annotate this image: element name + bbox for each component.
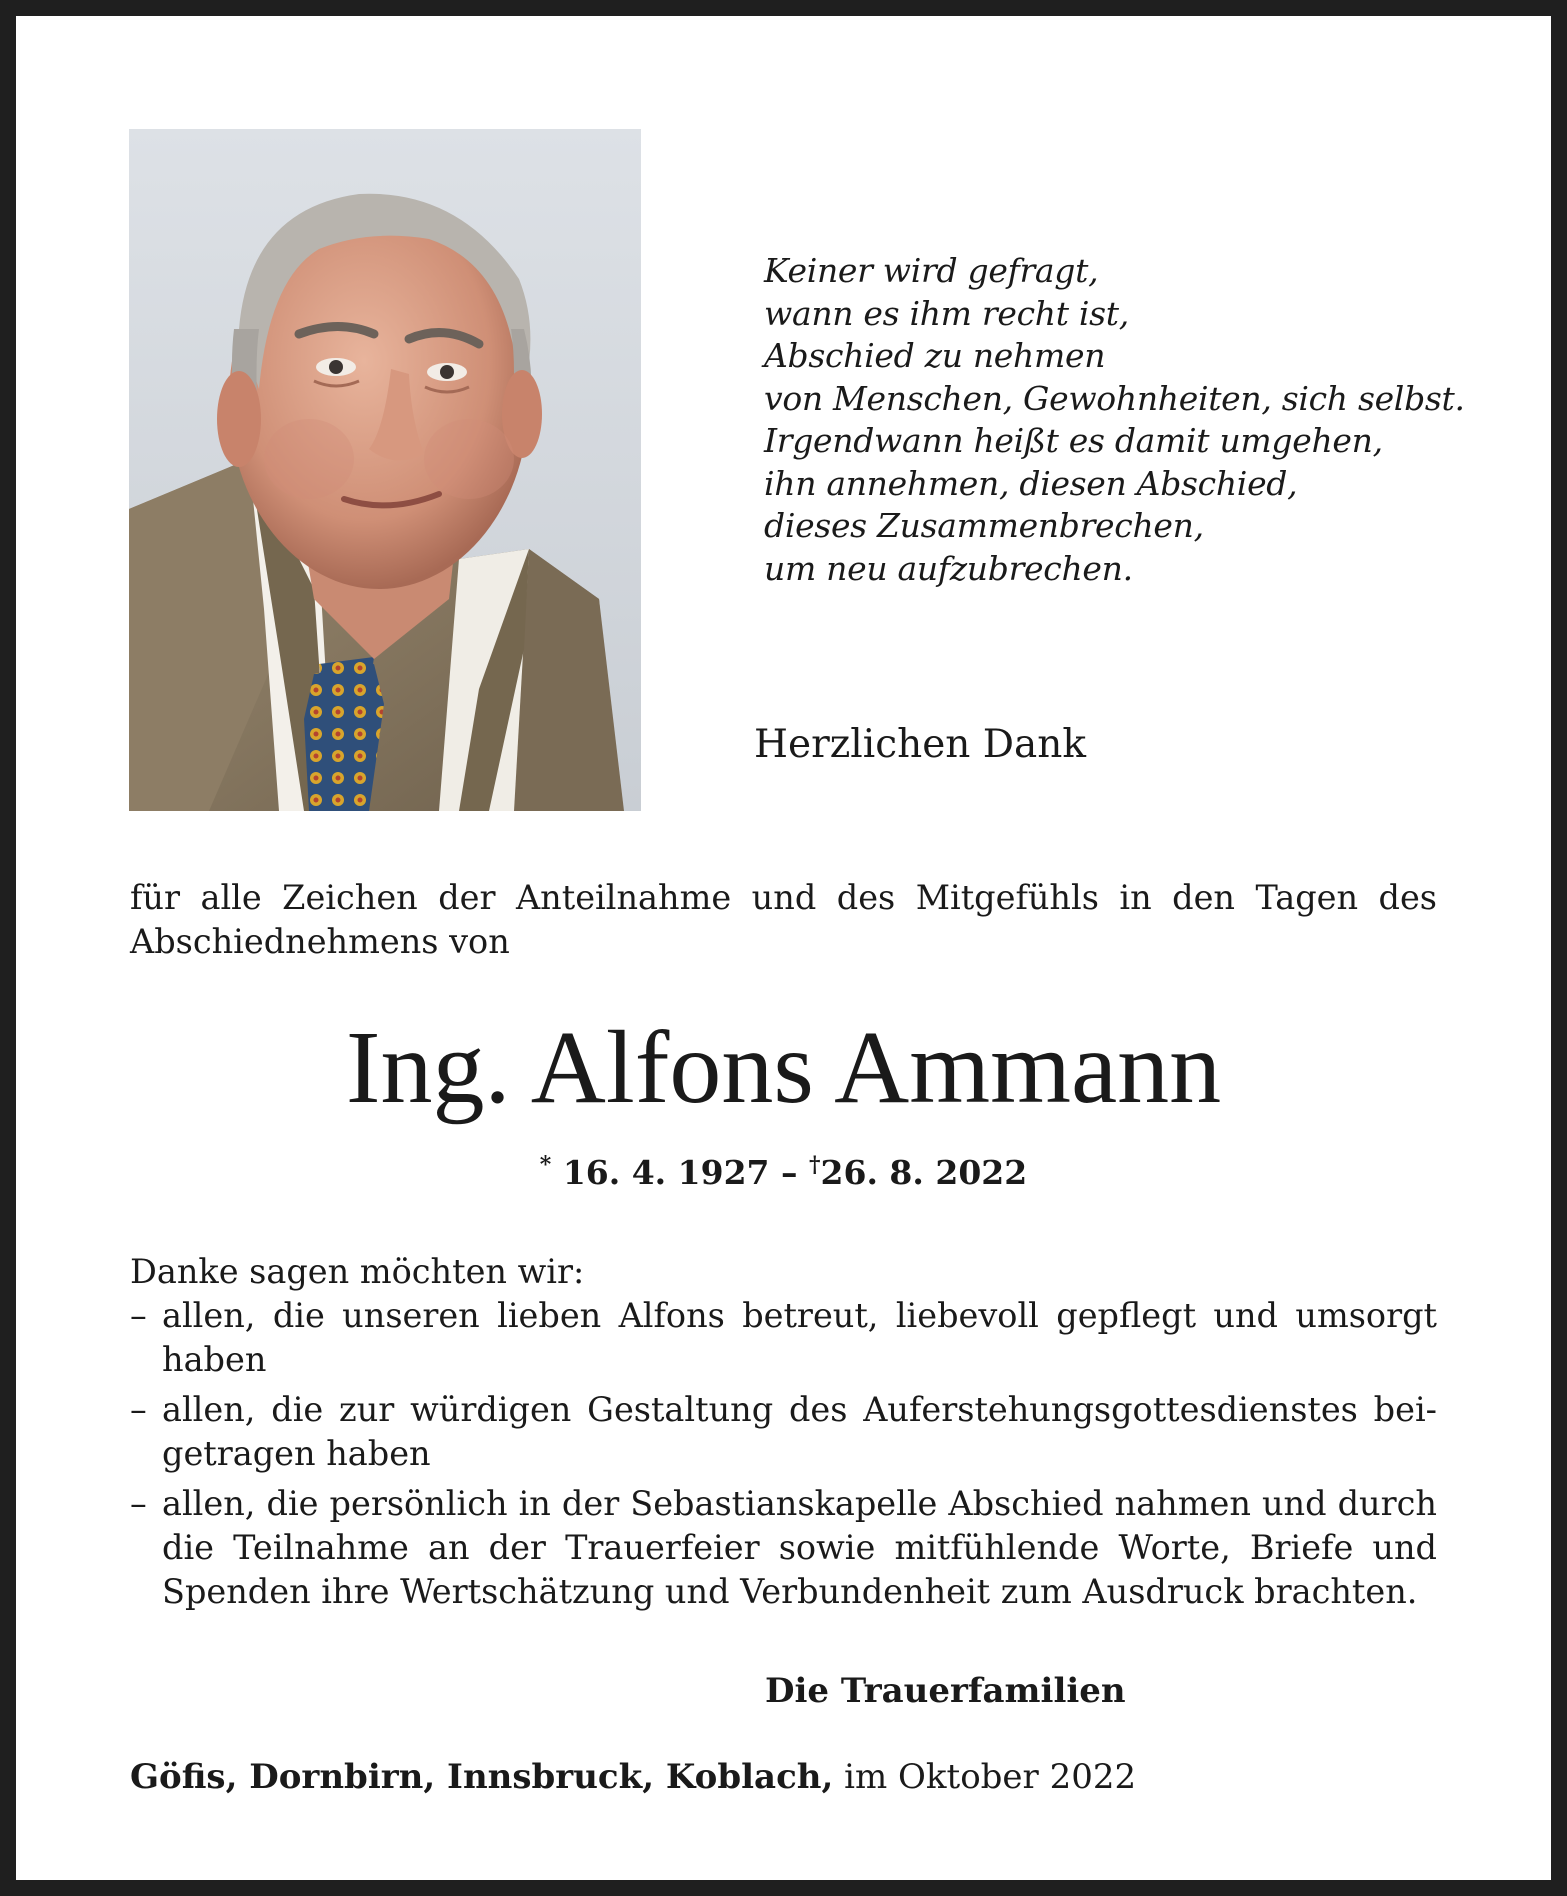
list-item (130, 1294, 1437, 1382)
poem-line: um neu aufzubrechen. (764, 548, 1133, 588)
thanks-heading: Herzlichen Dank (754, 722, 1087, 767)
poem-line: Abschied zu nehmen (764, 336, 1106, 375)
birth-date: 16. 4. 1927 (562, 1153, 770, 1192)
signature: Die Trauerfamilien (765, 1671, 1126, 1711)
death-date: 26. 8. 2022 (820, 1153, 1028, 1192)
poem-line: wann es ihm recht ist, (764, 293, 1129, 333)
deceased-name: Ing. Alfons Ammann (345, 1010, 1222, 1125)
locations: Göfis, Dornbirn, Innsbruck, Koblach, (130, 1757, 834, 1797)
date-separator: – (781, 1153, 798, 1192)
poem (764, 250, 1464, 590)
death-symbol: † (809, 1152, 821, 1178)
intro-text: für alle Zeichen der Anteilnahme und des Mitgefühls in den Tagen des Abschiednehmens von (130, 878, 1437, 961)
poem-line: ihn annehmen, diesen Abschied, (764, 463, 1298, 503)
list-item-text: allen, die unseren lieben Alfons betreut, liebevoll gepflegt und umsorgt haben (162, 1296, 1437, 1379)
life-dates (0, 1151, 1567, 1195)
list-dash: – (130, 1484, 147, 1523)
poem-line: Keiner wird gefragt, (764, 251, 1099, 290)
acknowledgement-list (130, 1250, 1437, 1620)
notice-date: im Oktober 2022 (833, 1757, 1137, 1797)
list-item-text: allen, die persönlich in der Sebastianskapelle Abschied nahmen und durch die Teilnahme an der Trauerfeier sowie mitfühlende Worte, Briefe und Spenden ihre Wertschätzung und Verbundenheit zum Ausdruck brachten. (162, 1484, 1437, 1611)
place-and-date (130, 1754, 1136, 1800)
portrait-photo (129, 129, 641, 811)
list-dash: – (130, 1296, 147, 1335)
list-item-text: allen, die zur würdigen Gestaltung des Auferstehungsgottesdienstes beigetragen haben (162, 1390, 1437, 1473)
list-dash: – (130, 1390, 147, 1429)
list-item (130, 1482, 1437, 1614)
list-item (130, 1388, 1437, 1476)
acknowledgement-intro: Danke sagen möchten wir: (130, 1252, 585, 1291)
birth-symbol: * (539, 1152, 552, 1178)
poem-line: Irgendwann heißt es damit umgehen, (764, 421, 1383, 460)
poem-line: dieses Zusammenbrechen, (764, 506, 1204, 545)
poem-line: von Menschen, Gewohnheiten, sich selbst. (764, 378, 1465, 418)
